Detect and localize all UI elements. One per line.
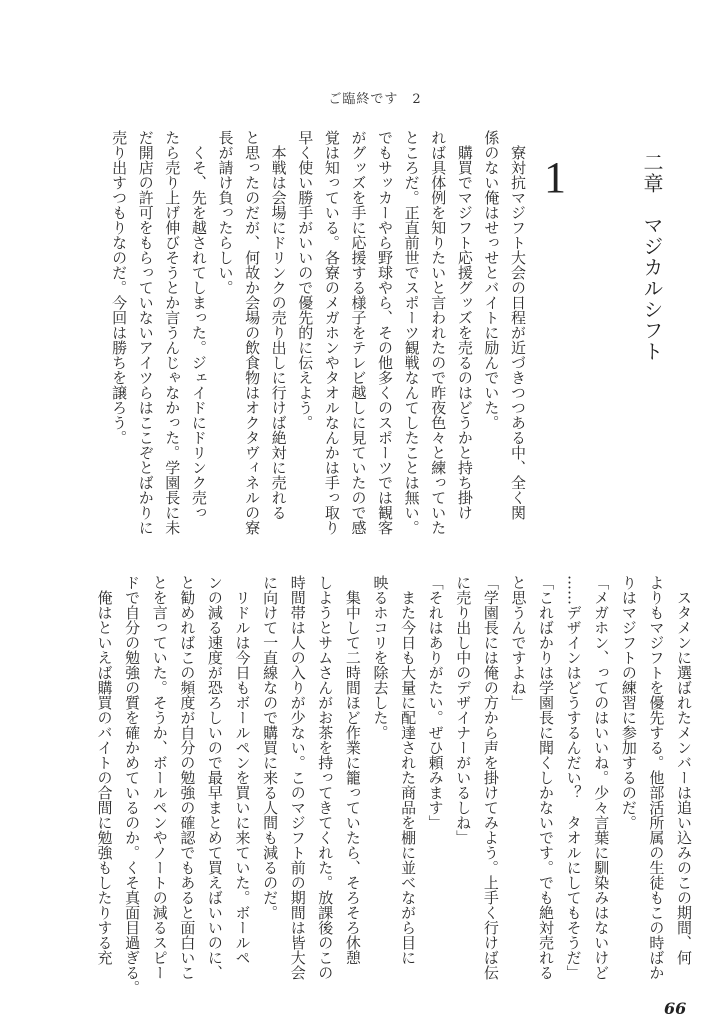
text-column: ……デザインはどうするんだい？ タオルにしてもそうだ」 <box>564 575 583 980</box>
text-column: 係のない俺はせっせとバイトに励んでいた。 <box>482 130 501 430</box>
text-column: 「こればかりは学園長に聞くしかないです。でも絶対売れる <box>537 575 556 980</box>
text-column: 購買でマジフト応援グッズを売るのはどうかと持ち掛け <box>455 130 474 520</box>
text-column: 早く使い勝手がいいので優先的に伝えよう。 <box>296 130 315 430</box>
text-column: に売り出し中のデザイナーがいるしね」 <box>454 575 473 845</box>
text-column: 売り出すつもりなのだ。今回は勝ちを譲ろう。 <box>110 130 129 445</box>
text-column: 俺はといえば購買のバイトの合間に勉強もしたりする充 <box>95 575 114 965</box>
text-column: 「それはありがたい。ぜひ頼みます」 <box>426 575 445 830</box>
text-column: 集中して二時間ほど作業に籠っていたら、そろそろ休憩 <box>343 575 362 965</box>
section-number: 1 <box>544 153 566 202</box>
text-column: 覚は知っている。各寮のメガホンやタオルなんかは手っ取り <box>322 130 341 535</box>
text-column: 「メガホン、ってのはいいね。少々言葉に馴染みはないけど <box>592 575 611 980</box>
text-column: ドで自分の勉強の質を確かめているのか。くそ真面目過ぎる。 <box>123 575 142 995</box>
body-text-upper <box>106 130 532 550</box>
text-column: 時間帯は人の入りが少ない。このマジフト前の期間は皆大会 <box>288 575 307 980</box>
chapter-title: 二章 マジカルシフト <box>640 152 664 362</box>
text-column: に向けて一直線なので購買に来る人間も減るのだ。 <box>261 575 280 920</box>
text-column: 寮対抗マジフト大会の日程が近づきつつある中、全く関 <box>509 130 527 520</box>
text-column: だ開店の許可をもらっていないアイツらはここぞとばかりに <box>136 130 155 535</box>
text-column: とを言っていた。そうか、ボールペンやノートの減るスピー <box>150 575 169 980</box>
text-column: と思うんですよね」 <box>509 575 528 710</box>
text-column: リドルは今日もボールペンを買いに来ていた。ボールペ <box>233 575 252 965</box>
page-number: 66 <box>664 999 687 1018</box>
text-column: れば具体例を知りたいと言われたので昨夜色々と練っていた <box>429 130 448 535</box>
text-column: と思ったのだが、何故か会場の飲食物はオクタヴィネルの寮 <box>243 130 262 535</box>
running-head: ご臨終です 2 <box>328 92 422 107</box>
text-column: スタメンに選ばれたメンバーは追い込みのこの期間、何 <box>675 575 693 965</box>
text-column: ところだ。正直前世でスポーツ観戦なんてしたことは無い。 <box>402 130 421 535</box>
text-column: また今日も大量に配達された商品を棚に並べながら目に <box>399 575 418 965</box>
body-text-lower <box>90 575 697 1000</box>
text-column: くそ、先を越されてしまった。ジェイドにドリンク売っ <box>189 130 208 520</box>
text-column: 映るホコリを除去した。 <box>371 575 390 740</box>
text-column: がグッズを手に応援する様子をテレビ越しに見ていたので感 <box>349 130 368 535</box>
text-column: 長が請け負ったらしい。 <box>216 130 235 295</box>
text-column: ンの減る速度が恐ろしいので最早まとめて買えばいいのに、 <box>205 575 224 980</box>
text-column: たら売り上げ伸びそうとか言うんじゃなかった。学園長に未 <box>163 130 182 535</box>
text-column: と勧めればこの頻度が自分の勉強の確認でもあると面白いこ <box>178 575 197 980</box>
text-column: しようとサムさんがお茶を持ってきてくれた。放課後のこの <box>316 575 335 980</box>
text-column: りはマジフトの練習に参加するのだ。 <box>619 575 638 830</box>
text-column: 「学園長には俺の方から声を掛けてみよう。上手く行けば伝 <box>481 575 500 980</box>
text-column: 本戦は会場にドリンクの売り出しに行けば絶対に売れる <box>269 130 288 520</box>
text-column: でもサッカーやら野球やら、その他多くのスポーツでは観客 <box>376 130 395 535</box>
text-column: よりもマジフトを優先する。他部活所属の生徒もこの時ばか <box>647 575 666 980</box>
